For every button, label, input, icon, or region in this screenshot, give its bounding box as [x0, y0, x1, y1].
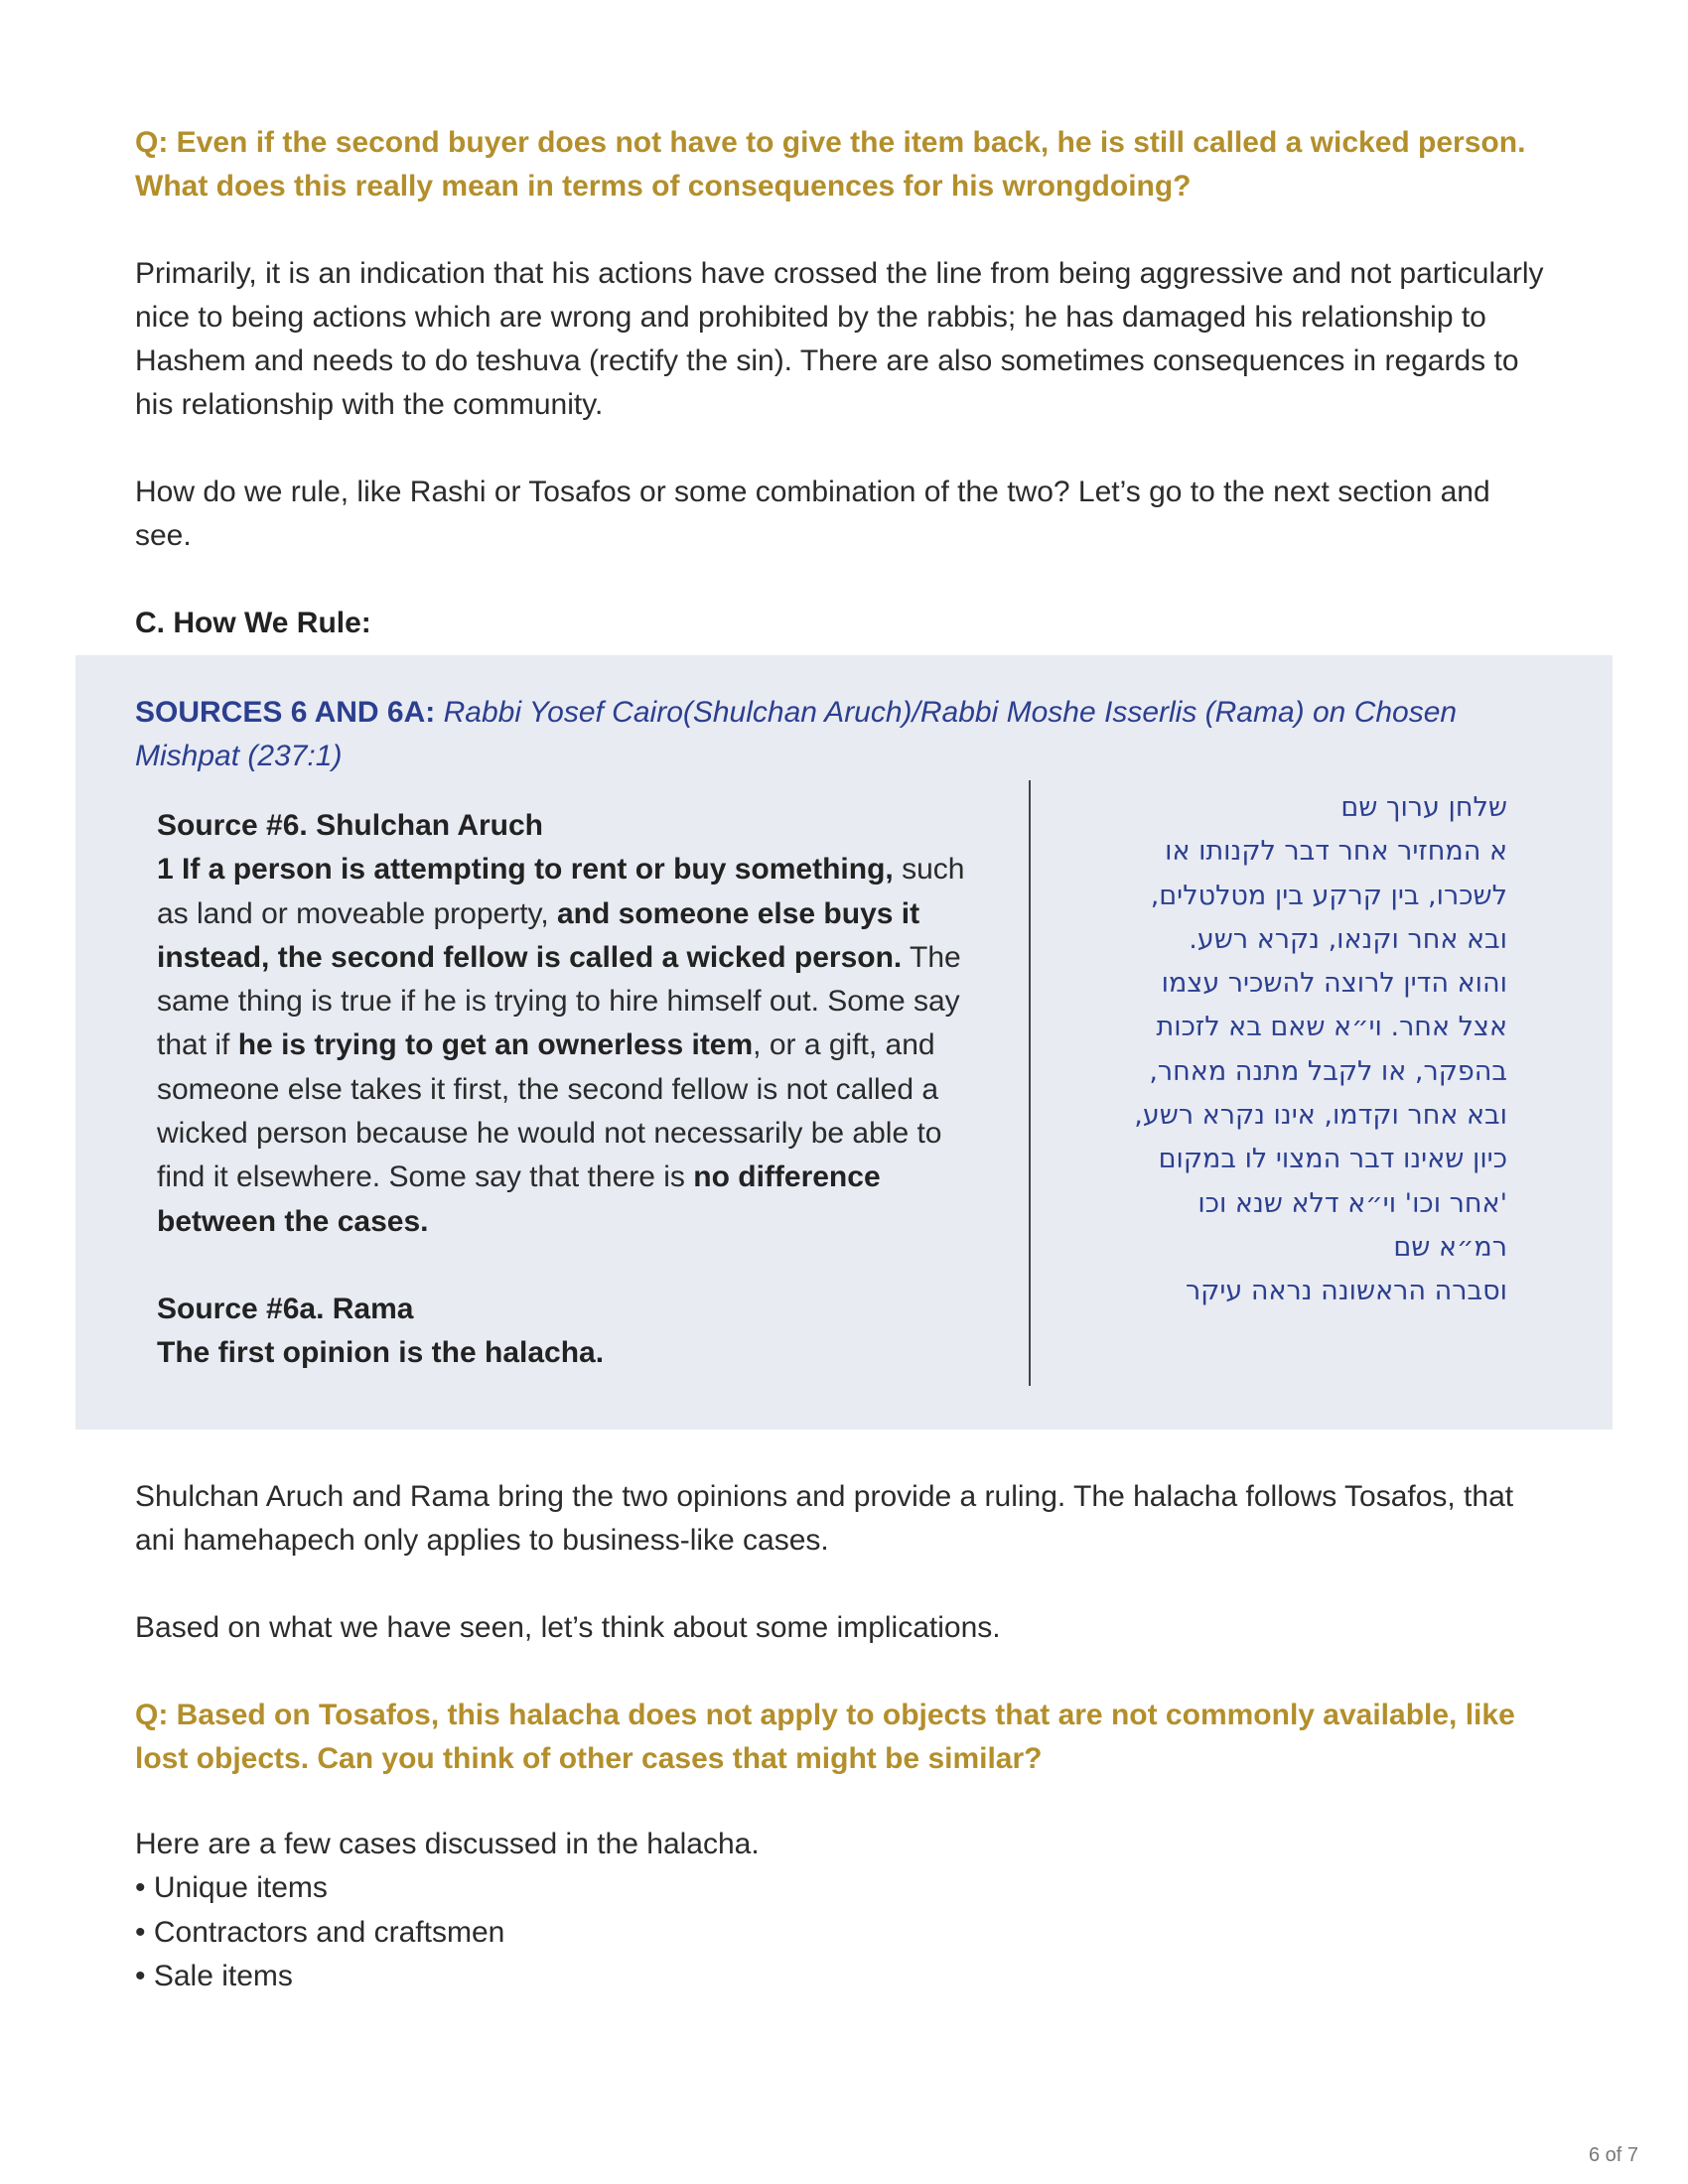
hebrew-line: שלחן ערוך שם: [1340, 792, 1507, 823]
hebrew-line: כיון שאינו דבר המצוי לו במקום: [1158, 1144, 1507, 1175]
list-item: • Sale items: [135, 1959, 293, 1992]
sources-label: SOURCES 6 AND 6A:: [135, 696, 436, 729]
hebrew-line: ובא אחר וקנאו, נקרא רשע.: [1189, 923, 1507, 955]
paragraph-ruling: Shulchan Aruch and Rama bring the two opinions and provide a ruling. The halacha follows Tosafos, that ani hamehapech only applies to business-like cases.: [135, 1480, 1514, 1557]
sources-box: [75, 655, 1613, 1430]
question-consequences: Q: Even if the second buyer does not have to give the item back, he is still called a wicked person. What does this really mean in terms of consequences for his wrongdoing?: [135, 126, 1526, 203]
cases-list: [135, 1823, 1029, 1998]
hebrew-source: [1058, 786, 1507, 1314]
cases-intro: Here are a few cases discussed in the halacha.: [135, 1828, 760, 1860]
page-number: 6 of 7: [1588, 2144, 1638, 2166]
hebrew-line: וסברה הראשונה נראה עיקר: [1185, 1276, 1507, 1307]
paragraph-how-rule: How do we rule, like Rashi or Tosafos or some combination of the two? Let’s go to the next section and see.: [135, 476, 1490, 552]
hebrew-line: לשכרו, בין קרקע בין מטלטלים,: [1150, 880, 1507, 911]
english-translation: [157, 804, 991, 1376]
list-item: • Unique items: [135, 1871, 328, 1905]
paragraph-indication: Primarily, it is an indication that his actions have crossed the line from being aggressive and not particularly nice to being actions which are wrong and prohibited by the rabbis; he has damaged his relationship to Hashem and needs to do teshuva (rectify the sin). There are also sometimes consequences in regards to his relationship with the community.: [135, 257, 1544, 421]
list-item: • Contractors and craftsmen: [135, 1915, 505, 1949]
hebrew-line: אצל אחר. וי״א שאם בא לזכות: [1156, 1012, 1507, 1043]
hebrew-line: ובא אחר וקדמו, אינו נקרא רשע,: [1134, 1100, 1507, 1132]
paragraph-implications: Based on what we have seen, let’s think about some implications.: [135, 1611, 1001, 1644]
question-similar-cases: Q: Based on Tosafos, this halacha does not apply to objects that are not commonly available, like lost objects. Can you think of other cases that might be similar?: [135, 1699, 1515, 1775]
sources-citation: Rabbi Yosef Cairo(Shulchan Aruch)/Rabbi Moshe Isserlis (Rama) on Chosen Mishpat (237:1): [135, 696, 1458, 772]
hebrew-line: רמ״א שם: [1393, 1231, 1507, 1263]
section-heading: C. How We Rule:: [135, 607, 371, 639]
hebrew-line: והוא הדין לרוצה להשכיר עצמו: [1161, 968, 1507, 1000]
column-divider: [1029, 780, 1031, 1386]
source6a-text: The first opinion is the halacha.: [157, 1336, 605, 1370]
hebrew-line: א המחזיר אחר דבר לקנותו או: [1165, 836, 1507, 868]
source6-heading: Source #6. Shulchan Aruch: [157, 809, 543, 842]
hebrew-line: 'אחר וכו' וי״א דלא שנא וכו: [1197, 1187, 1507, 1219]
source6a-heading: Source #6a. Rama: [157, 1292, 414, 1325]
sources-title: [135, 691, 1545, 778]
source6-text: 1 If a person is attempting to rent or buy something, such as land or moveable property, and someone else buys it instead, the second fellow is called a wicked person. The same thing is true if he is trying to hire himself out. Some say that if he is trying to get an ownerless item, or a gift, and someone else takes it first, the second fellow is not called a wicked person because he would not necessarily be able to find it elsewhere. Some say that there is no difference between the cases.: [157, 853, 965, 1238]
hebrew-line: בהפקר, או לקבל מתנה מאחר,: [1149, 1055, 1507, 1087]
